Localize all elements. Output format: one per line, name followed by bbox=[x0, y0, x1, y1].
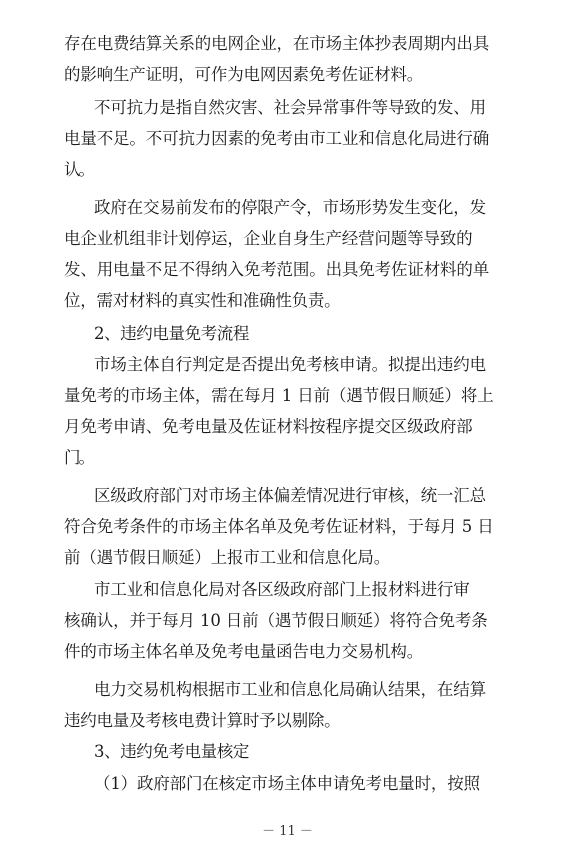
text-content: 2、违约电量免考流程 bbox=[94, 324, 249, 343]
text-content: 市场主体自行判定是否提出免考核申请。拟提出违约电 bbox=[94, 355, 486, 374]
text-line bbox=[0, 196, 575, 220]
text-line bbox=[0, 709, 575, 733]
section-heading bbox=[0, 322, 575, 346]
text-line bbox=[0, 772, 575, 796]
text-line bbox=[0, 63, 575, 87]
section-heading bbox=[0, 740, 575, 764]
text-content: 区级政府部门对市场主体偏差情况进行审核，统一汇总 bbox=[94, 486, 486, 505]
text-line bbox=[0, 127, 575, 151]
text-line bbox=[0, 640, 575, 664]
text-line bbox=[0, 353, 575, 377]
text-content: 发、用电量不足不得纳入免考范围。出具免考佐证材料的单 bbox=[64, 260, 490, 279]
text-line bbox=[0, 446, 575, 470]
text-content: 符合免考条件的市场主体名单及免考佐证材料，于每月 5 日 bbox=[64, 517, 494, 536]
text-content: 违约电量及考核电费计算时予以剔除。 bbox=[64, 711, 341, 730]
text-content: 认。 bbox=[64, 160, 93, 179]
text-content: 量免考的市场主体，需在每月 1 日前（遇节假日顺延）将上 bbox=[64, 386, 494, 405]
text-content: 的影响生产证明，可作为电网因素免考佐证材料。 bbox=[64, 65, 424, 84]
text-line bbox=[0, 96, 575, 120]
text-line bbox=[0, 546, 575, 570]
text-content: 电量不足。不可抗力因素的免考由市工业和信息化局进行确 bbox=[64, 129, 490, 148]
text-line bbox=[0, 515, 575, 539]
text-line bbox=[0, 227, 575, 251]
text-line bbox=[0, 578, 575, 602]
text-line bbox=[0, 609, 575, 633]
text-line bbox=[0, 678, 575, 702]
text-content: 政府在交易前发布的停限产令，市场形势发生变化，发 bbox=[94, 198, 486, 217]
text-content: 门。 bbox=[64, 448, 93, 467]
text-line bbox=[0, 384, 575, 408]
text-line bbox=[0, 415, 575, 439]
text-content: 前（遇节假日顺延）上报市工业和信息化局。 bbox=[64, 548, 391, 567]
text-line bbox=[0, 484, 575, 508]
text-content: 不可抗力是指自然灾害、社会异常事件等导致的发、用 bbox=[94, 98, 486, 117]
text-content: 电力交易机构根据市工业和信息化局确认结果，在结算 bbox=[94, 680, 486, 699]
text-content: 位，需对材料的真实性和准确性负责。 bbox=[64, 291, 341, 310]
text-line bbox=[0, 258, 575, 282]
page-number: － 11 － bbox=[262, 824, 313, 839]
text-content: 电企业机组非计划停运，企业自身生产经营问题等导致的 bbox=[64, 229, 473, 248]
text-content: 月免考申请、免考电量及佐证材料按程序提交区级政府部 bbox=[64, 417, 473, 436]
text-content: 件的市场主体名单及免考电量函告电力交易机构。 bbox=[64, 642, 424, 661]
text-line bbox=[0, 158, 575, 182]
text-content: 市工业和信息化局对各区级政府部门上报材料进行审 bbox=[94, 580, 470, 599]
text-content: （1）政府部门在核定市场主体申请免考电量时，按照 bbox=[94, 774, 480, 793]
text-line bbox=[0, 32, 575, 56]
text-content: 3、违约免考电量核定 bbox=[94, 742, 249, 761]
text-content: 核确认，并于每月 10 日前（遇节假日顺延）将符合免考条 bbox=[64, 611, 488, 630]
text-content: 存在电费结算关系的电网企业，在市场主体抄表周期内出具 bbox=[64, 34, 490, 53]
text-line bbox=[0, 289, 575, 313]
